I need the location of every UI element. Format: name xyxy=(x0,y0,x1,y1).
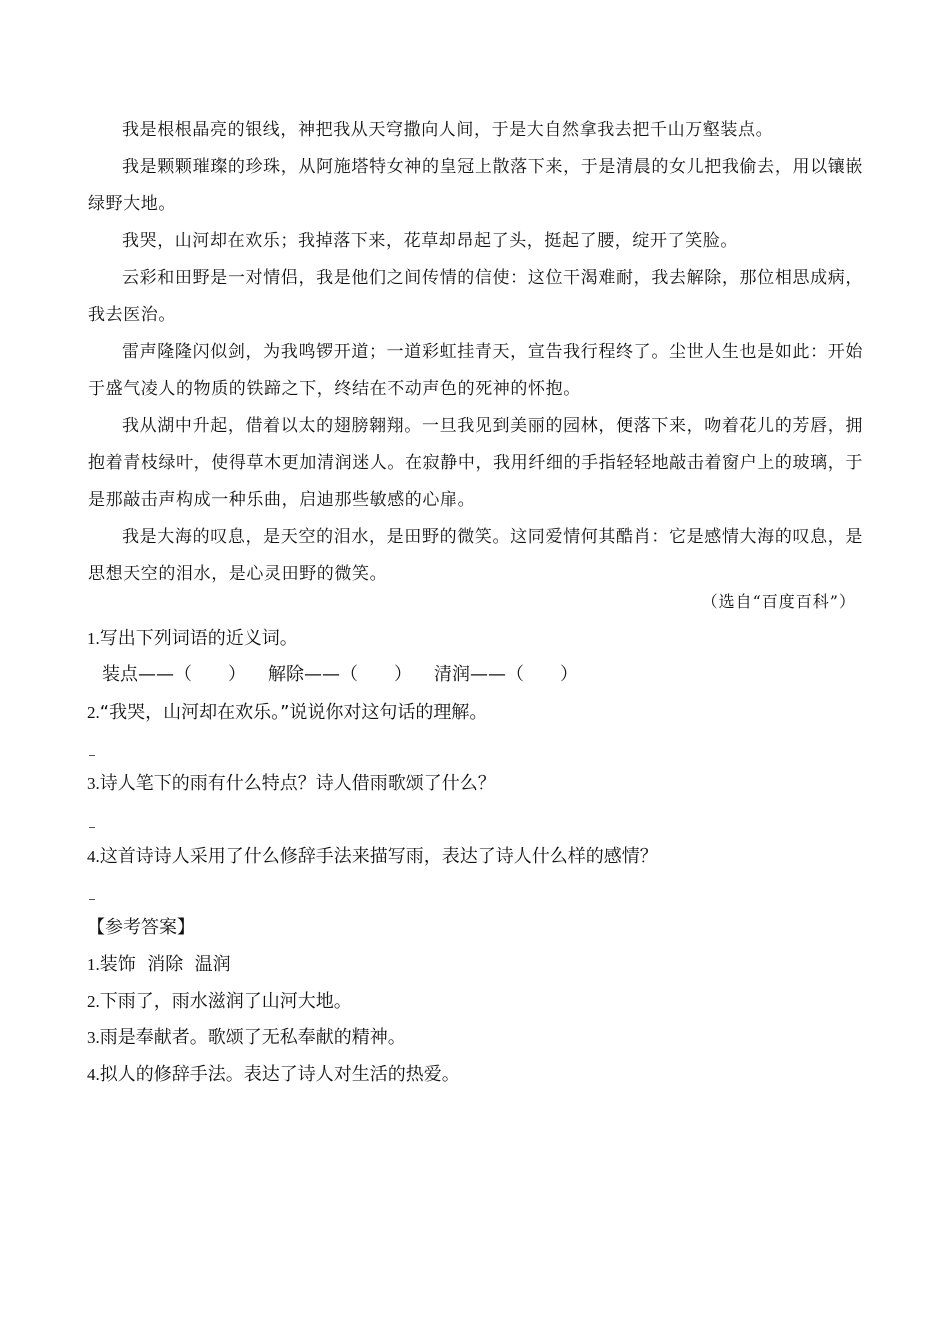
answers-heading: 【参考答案】 xyxy=(87,917,195,938)
passage-paragraph-4: 云彩和田野是一对情侣，我是他们之间传情的信使：这位干渴难耐，我去解除，那位相思成病，我去医治。 xyxy=(88,268,863,325)
passage-source: （选自“百度百科”） xyxy=(701,592,856,611)
answer-3-number: 3. xyxy=(87,1028,100,1047)
answer-2 xyxy=(87,988,352,1016)
question-2-number: 2. xyxy=(87,703,100,722)
synonym-blank-2: 解除——（ ） xyxy=(268,664,412,685)
answer-line-3 xyxy=(89,827,95,828)
answer-1-number: 1. xyxy=(87,955,100,974)
synonym-blanks xyxy=(102,661,578,689)
answer-3-text: 雨是奉献者。歌颂了无私奉献的精神。 xyxy=(99,1027,406,1048)
question-1-number: 1. xyxy=(87,629,100,648)
answer-2-number: 2. xyxy=(87,992,100,1011)
question-2 xyxy=(87,699,487,727)
question-2-text: “我哭，山河却在欢乐。”说说你对这句话的理解。 xyxy=(99,702,488,723)
answer-4-text: 拟人的修辞手法。表达了诗人对生活的热爱。 xyxy=(99,1064,460,1085)
passage-paragraph-2: 我是颗颗璀璨的珍珠，从阿施塔特女神的皇冠上散落下来，于是清晨的女儿把我偷去，用以镶嵌绿野大地。 xyxy=(88,157,863,214)
question-1-text: 写出下列词语的近义词。 xyxy=(99,628,298,649)
question-4-text: 这首诗诗人采用了什么修辞手法来描写雨，表达了诗人什么样的感情？ xyxy=(99,846,658,867)
answer-line-2 xyxy=(89,755,95,756)
poem-passage xyxy=(88,112,863,593)
question-3-number: 3. xyxy=(87,774,100,793)
answer-1 xyxy=(87,951,231,979)
passage-paragraph-6: 我从湖中升起，借着以太的翅膀翱翔。一旦我见到美丽的园林，便落下来，吻着花儿的芳唇，拥抱着青枝绿叶，使得草木更加清润迷人。在寂静中，我用纤细的手指轻轻地敲击着窗户上的玻璃，于是那敲击声构成一种乐曲，启迪那些敏感的心扉。 xyxy=(88,416,863,510)
question-4-number: 4. xyxy=(87,847,100,866)
question-3 xyxy=(87,770,496,798)
answer-2-text: 下雨了，雨水滋润了山河大地。 xyxy=(99,991,352,1012)
passage-paragraph-3: 我哭，山河却在欢乐；我掉落下来，花草却昂起了头，挺起了腰，绽开了笑脸。 xyxy=(122,231,738,251)
synonym-blank-1: 装点——（ ） xyxy=(102,664,246,685)
passage-paragraph-7: 我是大海的叹息，是天空的泪水，是田野的微笑。这同爱情何其酷肖：它是感情大海的叹息，是思想天空的泪水，是心灵田野的微笑。 xyxy=(88,527,863,584)
passage-paragraph-5: 雷声隆隆闪似剑，为我鸣锣开道；一道彩虹挂青天，宣告我行程终了。尘世人生也是如此：开始于盛气凌人的物质的铁蹄之下，终结在不动声色的死神的怀抱。 xyxy=(88,342,863,399)
answer-1-text: 装饰 消除 温润 xyxy=(99,954,231,975)
answer-3 xyxy=(87,1024,406,1052)
question-3-text: 诗人笔下的雨有什么特点？诗人借雨歌颂了什么？ xyxy=(99,773,496,794)
answer-4-number: 4. xyxy=(87,1065,100,1084)
synonym-blank-3: 清润——（ ） xyxy=(434,664,578,685)
answer-line-4 xyxy=(89,899,95,900)
answer-4 xyxy=(87,1061,460,1089)
passage-paragraph-1: 我是根根晶亮的银线，神把我从天穹撒向人间，于是大自然拿我去把千山万壑装点。 xyxy=(122,120,774,140)
question-4 xyxy=(87,843,658,871)
question-1 xyxy=(87,625,298,653)
